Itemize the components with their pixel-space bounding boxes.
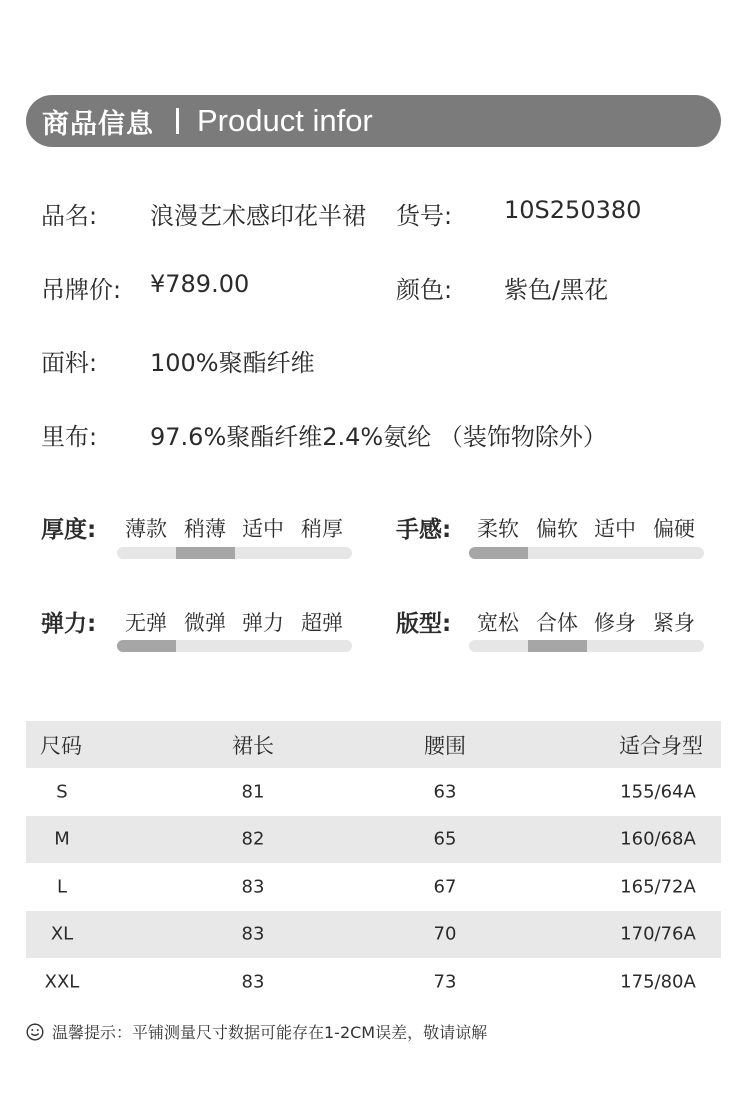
color-value: 紫色/黑花 [504,276,609,304]
attribute-option: 柔软 [477,517,519,541]
table-cell: 81 [241,781,265,803]
attribute-option: 宽松 [477,611,519,635]
color-label: 颜色: [396,276,453,304]
info-row-name [0,196,750,230]
price-value: ¥789.00 [150,270,250,298]
header-title-cn: 商品信息 [42,108,154,140]
attribute-track [117,640,352,652]
attribute-track [117,547,352,559]
header-divider [176,108,179,134]
attribute-option: 稍薄 [184,517,226,541]
attribute-option: 稍厚 [301,517,343,541]
table-cell: 83 [241,971,265,993]
attribute-label: 版型: [396,611,452,637]
attribute-option: 微弹 [184,611,226,635]
info-row-fabric [0,343,750,377]
table-cell: 70 [433,923,457,945]
attribute-option: 修身 [594,611,636,635]
sku-label: 货号: [396,202,453,230]
attribute-level-fill [176,547,235,559]
table-cell: 160/68A [620,828,696,850]
attribute-option: 合体 [536,611,578,635]
attribute-label: 弹力: [41,611,97,637]
table-cell: 63 [433,781,457,803]
attribute-label: 厚度: [41,517,97,543]
table-cell: 67 [433,876,457,898]
attribute-option: 偏软 [536,517,578,541]
sku-value: 10S250380 [504,196,642,224]
attribute-track [469,640,704,652]
table-cell: 155/64A [620,781,696,803]
table-row [26,816,721,864]
table-cell: 82 [241,828,265,850]
attribute-option: 无弹 [125,611,167,635]
table-row [26,863,721,911]
attribute-option: 薄款 [125,517,167,541]
table-cell: 73 [433,971,457,993]
attribute-label: 手感: [396,517,452,543]
table-header-row [26,721,721,768]
table-row [26,768,721,816]
name-value: 浪漫艺术感印花半裙 [150,202,366,230]
attribute-track [469,547,704,559]
table-cell: 165/72A [620,876,696,898]
attribute-level-fill [528,640,587,652]
attribute-option: 偏硬 [653,517,695,541]
table-cell: S [56,781,68,803]
table-row [26,958,721,1006]
attribute-option: 弹力 [242,611,284,635]
table-header-cell: 尺码 [40,733,82,758]
table-cell: 83 [241,923,265,945]
attribute-option: 适中 [594,517,636,541]
lining-label: 里布: [41,423,98,451]
info-row-price [0,270,750,304]
table-cell: XXL [44,971,80,993]
table-cell: 65 [433,828,457,850]
fabric-label: 面料: [41,349,98,377]
attribute-option: 超弹 [301,611,343,635]
measurement-note [26,1020,487,1043]
table-row [26,911,721,959]
attribute-level-fill [117,640,176,652]
name-label: 品名: [41,202,98,230]
table-cell: 83 [241,876,265,898]
smile-icon [26,1023,44,1041]
table-header-cell: 裙长 [232,733,274,758]
table-cell: M [54,828,70,850]
attribute-option: 紧身 [653,611,695,635]
table-cell: 170/76A [620,923,696,945]
info-row-lining [0,417,750,451]
table-cell: L [56,876,68,898]
attribute-option: 适中 [242,517,284,541]
table-cell: 175/80A [620,971,696,993]
table-cell: XL [50,923,74,945]
table-header-cell: 适合身型 [619,733,703,758]
attribute-level-fill [469,547,528,559]
lining-value: 97.6%聚酯纤维2.4%氨纶 （装饰物除外） [150,423,607,451]
header-title-en: Product infor [197,103,373,138]
price-label: 吊牌价: [41,276,122,304]
note-text: 温馨提示：平铺测量尺寸数据可能存在1-2CM误差，敬请谅解 [52,1023,488,1042]
fabric-value: 100%聚酯纤维 [150,349,315,377]
size-table [26,721,721,1006]
section-header [26,95,721,147]
table-header-cell: 腰围 [424,733,466,758]
